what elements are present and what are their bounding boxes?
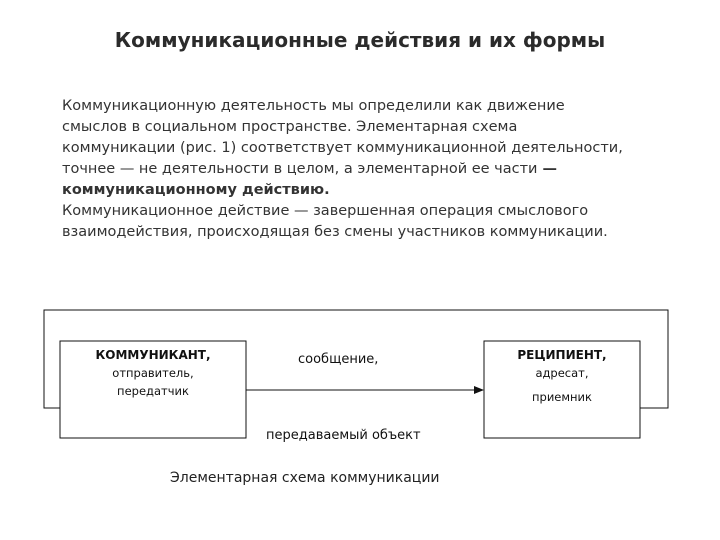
paragraph-line-normal: точнее — не деятельности в целом, а элементарной ее части [62, 161, 538, 177]
paragraph-line: взаимодействия, происходящая без смены участников коммуникации. [62, 224, 608, 240]
paragraph-dash-bold: — [537, 161, 558, 177]
sender-role: отправитель, [112, 366, 194, 380]
paragraph-line-bold: коммуникационному действию. [62, 182, 330, 198]
receiver-role: приемник [532, 390, 592, 404]
page-title: Коммуникационные действия и их формы [114, 28, 606, 52]
object-label: передаваемый объект [266, 428, 421, 443]
paragraph-line: смыслов в социальном пространстве. Элементарная схема [62, 119, 518, 135]
receiver-label [484, 346, 640, 406]
receiver-title: РЕЦИПИЕНТ, [517, 348, 607, 362]
paragraph-line: Коммуникационную деятельность мы определили как движение [62, 98, 565, 114]
sender-title: КОММУНИКАНТ, [95, 348, 211, 362]
paragraph-line: коммуникации (рис. 1) соответствует коммуникационной деятельности, [62, 140, 623, 156]
receiver-role: адресат, [535, 366, 589, 380]
sender-label [60, 346, 246, 400]
sender-role: передатчик [117, 384, 189, 398]
paragraph-line: Коммуникационное действие — завершенная операция смыслового [62, 203, 589, 219]
message-label: сообщение, [298, 352, 379, 367]
diagram-caption: Элементарная схема коммуникации [170, 470, 440, 486]
